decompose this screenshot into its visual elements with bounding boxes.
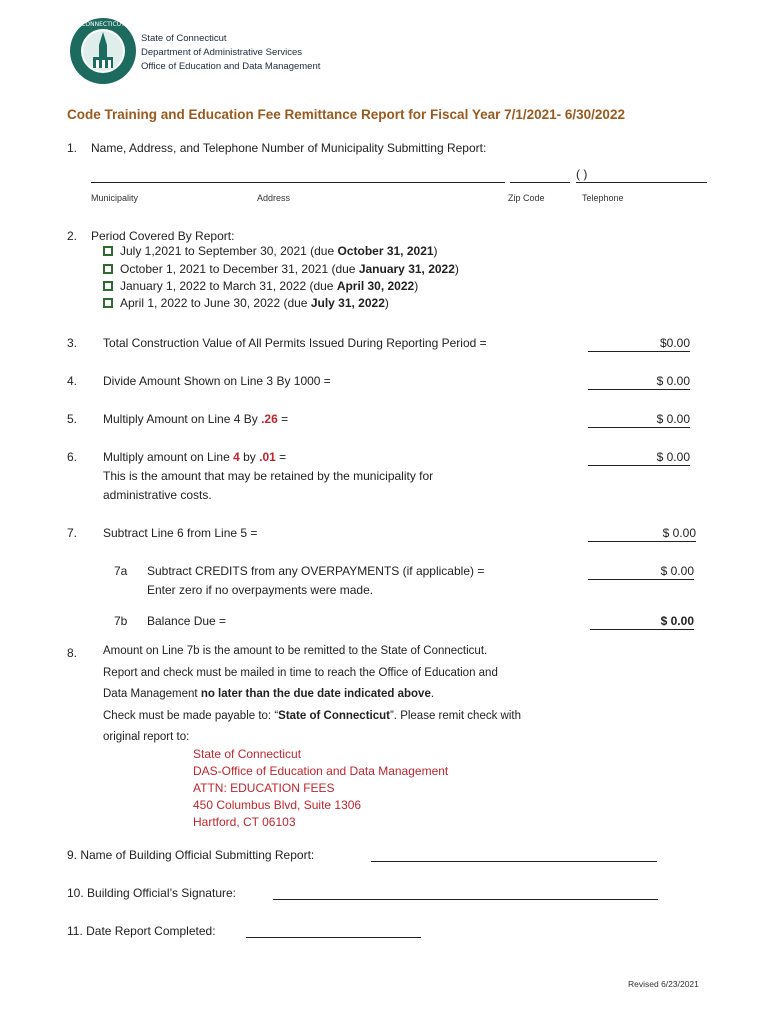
item4-label: Divide Amount Shown on Line 3 By 1000 = — [103, 374, 331, 388]
item8-text: Check must be made payable to: “State of Connecticut”. Please remit check with — [103, 710, 521, 722]
item-number: 1. — [67, 141, 78, 155]
period-option[interactable]: July 1,2021 to September 30, 2021 (due October 31, 2021) — [103, 243, 438, 259]
item-number: 7b — [114, 614, 128, 628]
caption-zip-code: Zip Code — [508, 193, 545, 203]
item8-text: Amount on Line 7b is the amount to be remitted to the State of Connecticut. — [103, 645, 488, 657]
item5-label: Multiply Amount on Line 4 By .26 = — [103, 412, 289, 426]
zip-code-field[interactable] — [510, 168, 570, 183]
checkbox-icon[interactable] — [103, 246, 113, 256]
item6-note: This is the amount that may be retained by the municipality for — [103, 469, 434, 483]
period-option[interactable]: October 1, 2021 to December 31, 2021 (due January 31, 2022) — [103, 261, 459, 277]
item7a-note: Enter zero if no overpayments were made. — [147, 583, 374, 597]
item-number: 4. — [67, 374, 78, 388]
municipality-address-field[interactable] — [91, 168, 505, 183]
item8-text: Report and check must be mailed in time to reach the Office of Education and — [103, 667, 498, 679]
item6-note: administrative costs. — [103, 488, 212, 502]
revised-date: Revised 6/23/2021 — [628, 979, 699, 989]
item-number: 6. — [67, 450, 78, 464]
item8-text: original report to: — [103, 731, 190, 743]
address-line: ATTN: EDUCATION FEES — [193, 781, 335, 795]
agency-line: Department of Administrative Services — [141, 47, 303, 58]
telephone-field[interactable] — [576, 168, 707, 183]
item-number: 7a — [114, 564, 128, 578]
caption-telephone: Telephone — [582, 193, 624, 203]
item7a-label: Subtract CREDITS from any OVERPAYMENTS (if applicable) = — [147, 564, 485, 578]
item-number: 7. — [67, 526, 78, 540]
line7-value[interactable]: $ 0.00 — [588, 525, 696, 542]
agency-line: Office of Education and Data Management — [141, 61, 321, 72]
building-official-name-field[interactable] — [371, 847, 657, 862]
line7a-value[interactable]: $ 0.00 — [588, 563, 694, 580]
item9-label: 9. Name of Building Official Submitting Report: — [67, 848, 315, 862]
item7-label: Subtract Line 6 from Line 5 = — [103, 526, 258, 540]
date-completed-field[interactable] — [246, 923, 421, 938]
svg-text:CONNECTICUT: CONNECTICUT — [81, 21, 125, 28]
period-option[interactable]: April 1, 2022 to June 30, 2022 (due July 31, 2022) — [103, 295, 389, 311]
balance-due-value[interactable]: $ 0.00 — [590, 613, 694, 630]
address-line: State of Connecticut — [193, 747, 302, 761]
checkbox-icon[interactable] — [103, 298, 113, 308]
item3-label: Total Construction Value of All Permits Issued During Reporting Period = — [103, 336, 487, 350]
item2-label: Period Covered By Report: — [91, 229, 235, 243]
line5-value[interactable]: $ 0.00 — [588, 411, 690, 428]
signature-field[interactable] — [273, 885, 658, 900]
line6-value[interactable]: $ 0.00 — [588, 449, 690, 466]
caption-address: Address — [257, 193, 291, 203]
address-line: DAS-Office of Education and Data Management — [193, 764, 449, 778]
remittance-address — [193, 746, 448, 831]
line4-value[interactable]: $ 0.00 — [588, 373, 690, 390]
report-title: Code Training and Education Fee Remittance Report for Fiscal Year 7/1/2021- 6/30/2022 — [67, 107, 625, 122]
address-line: 450 Columbus Blvd, Suite 1306 — [193, 798, 362, 812]
caption-municipality: Municipality — [91, 193, 139, 203]
item-number: 8. — [67, 646, 78, 660]
address-line: Hartford, CT 06103 — [193, 815, 296, 829]
item6-label: Multiply amount on Line 4 by .01 = — [103, 450, 287, 464]
period-option[interactable]: January 1, 2022 to March 31, 2022 (due April 30, 2022) — [103, 278, 418, 294]
item-number: 5. — [67, 412, 78, 426]
state-seal-logo — [69, 17, 137, 85]
item10-label: 10. Building Official’s Signature: — [67, 886, 236, 900]
item8-text: Data Management no later than the due date indicated above. — [103, 688, 435, 700]
checkbox-icon[interactable] — [103, 281, 113, 291]
agency-block — [141, 32, 320, 74]
agency-line: State of Connecticut — [141, 33, 227, 44]
checkbox-icon[interactable] — [103, 264, 113, 274]
telephone-area-code: ( ) — [576, 167, 588, 181]
line3-value[interactable]: $0.00 — [588, 335, 690, 352]
item-number: 3. — [67, 336, 78, 350]
item-number: 2. — [67, 229, 78, 243]
item1-label: Name, Address, and Telephone Number of Municipality Submitting Report: — [91, 141, 487, 155]
item7b-label: Balance Due = — [147, 614, 227, 628]
item11-label: 11. Date Report Completed: — [67, 924, 216, 938]
